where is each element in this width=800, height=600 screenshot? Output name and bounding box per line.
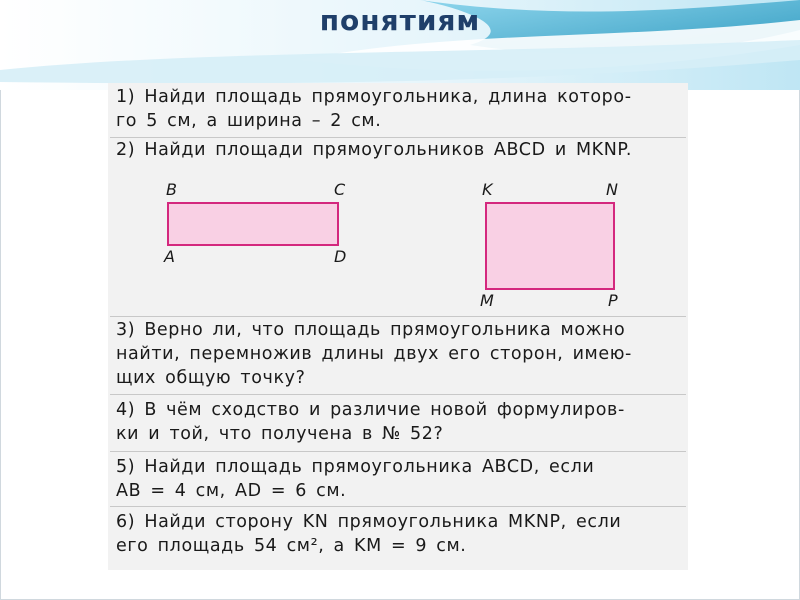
task-line: AB = 4 см, AD = 6 см. (116, 481, 347, 501)
task-line: найти, перемножив длины двух его сторон, имею- (116, 344, 632, 364)
vertex-label-p: P (608, 291, 618, 310)
divider (110, 394, 686, 395)
task-2 (116, 138, 672, 162)
task-1 (116, 85, 672, 133)
vertex-label-b: B (166, 180, 177, 199)
task-5 (116, 455, 672, 503)
rectangles-drawing (150, 175, 640, 315)
task-4 (116, 398, 672, 446)
task-line: ки и той, что получена в № 52? (116, 424, 444, 444)
task-line: 3) Верно ли, что площадь прямоугольника можно (116, 320, 626, 340)
vertex-label-c: C (334, 180, 346, 199)
task-6 (116, 510, 672, 558)
vertex-label-d: D (334, 247, 347, 266)
divider (110, 316, 686, 317)
rectangle-mknp (486, 203, 614, 289)
task-line: го 5 см, а ширина – 2 см. (116, 111, 382, 131)
divider (110, 451, 686, 452)
vertex-label-a: A (164, 247, 175, 266)
task-line: 4) В чём сходство и различие новой формулиров- (116, 400, 625, 420)
vertex-label-n: N (606, 180, 618, 199)
task-line: щих общую точку? (116, 368, 306, 388)
divider (110, 506, 686, 507)
task-line: 2) Найди площади прямоугольников ABCD и MKNP. (116, 140, 633, 160)
task-line: его площадь 54 см², а KM = 9 см. (116, 536, 467, 556)
rectangles-figure (150, 175, 640, 315)
task-line: 6) Найди сторону KN прямоугольника MKNP, если (116, 512, 622, 532)
vertex-label-k: K (482, 180, 493, 199)
task-line: 1) Найди площадь прямоугольника, длина которо- (116, 87, 632, 107)
task-line: 5) Найди площадь прямоугольника ABCD, если (116, 457, 595, 477)
rectangle-abcd (168, 203, 338, 245)
task-3 (116, 318, 672, 390)
slide-title: понятиям (319, 4, 481, 37)
vertex-label-m: M (480, 291, 494, 310)
